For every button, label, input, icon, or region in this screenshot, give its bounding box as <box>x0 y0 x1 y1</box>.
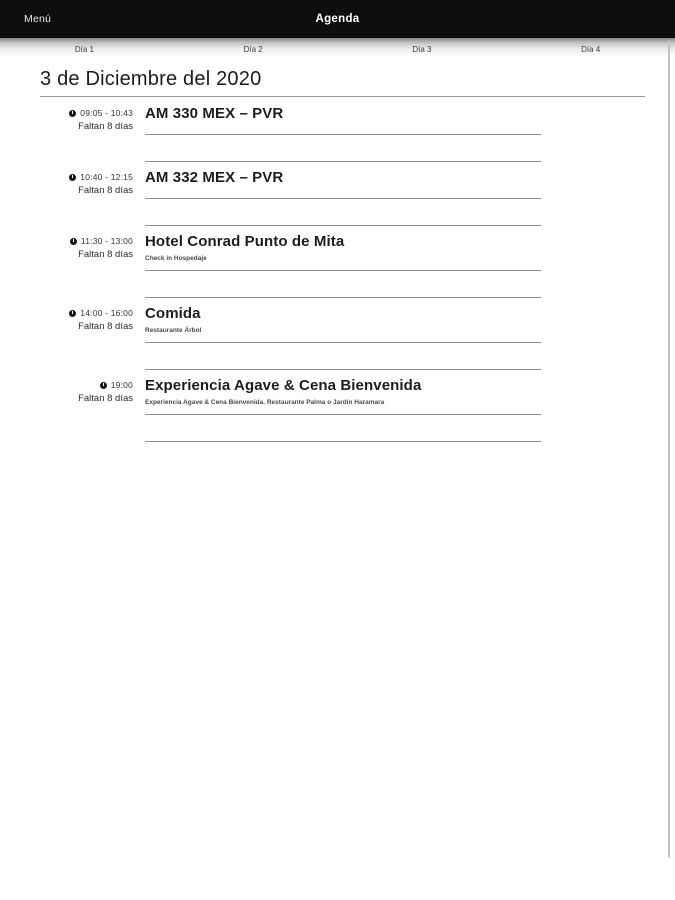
event-countdown: Faltan 8 días <box>78 393 133 404</box>
event-item[interactable] <box>40 104 675 162</box>
event-body <box>145 232 541 298</box>
divider <box>145 225 541 226</box>
event-body <box>145 168 541 226</box>
event-title: Experiencia Agave & Cena Bienvenida <box>145 377 422 394</box>
tab-dia-1[interactable]: Día 1 <box>74 45 94 54</box>
event-subtitle <box>145 188 541 198</box>
agenda-content <box>0 67 675 442</box>
event-countdown: Faltan 8 días <box>78 249 133 260</box>
clock-icon <box>69 174 76 181</box>
event-body <box>145 104 541 162</box>
event-body <box>145 376 541 442</box>
divider <box>145 369 541 370</box>
note-space <box>145 343 541 369</box>
note-space <box>145 415 541 441</box>
menu-button[interactable]: Menú <box>24 0 51 38</box>
divider <box>145 161 541 162</box>
event-title: AM 332 MEX – PVR <box>145 169 284 186</box>
event-meta <box>40 376 133 404</box>
tab-dia-3[interactable]: Día 3 <box>412 45 432 54</box>
event-list <box>40 104 675 442</box>
divider <box>145 441 541 442</box>
event-subtitle: Check in Hospedaje <box>145 255 207 262</box>
note-space <box>145 135 541 161</box>
date-divider <box>40 96 645 97</box>
tab-dia-2[interactable]: Día 2 <box>243 45 263 54</box>
event-time: 09:05 - 10:43 <box>80 108 133 118</box>
event-meta <box>40 104 133 132</box>
app-header <box>0 0 675 38</box>
event-meta <box>40 232 133 260</box>
event-time: 19:00 <box>110 380 133 390</box>
event-item[interactable] <box>40 232 675 298</box>
event-title: AM 330 MEX – PVR <box>145 105 284 122</box>
event-title: Comida <box>145 305 201 322</box>
divider <box>145 297 541 298</box>
event-countdown: Faltan 8 días <box>78 321 133 332</box>
event-title: Hotel Conrad Punto de Mita <box>145 233 345 250</box>
event-time: 11:30 - 13:00 <box>80 236 133 246</box>
event-subtitle: Experiencia Agave & Cena Bienvenida. Restaurante Palma o Jardín Haramara <box>145 399 385 406</box>
event-subtitle: Restaurante Árbol <box>145 327 202 334</box>
event-item[interactable] <box>40 168 675 226</box>
clock-icon <box>69 110 76 117</box>
app-title: Agenda <box>315 13 360 25</box>
note-space <box>145 199 541 225</box>
event-time: 10:40 - 12:15 <box>80 172 133 182</box>
event-item[interactable] <box>40 376 675 442</box>
date-title: 3 de Diciembre del 2020 <box>40 68 262 90</box>
event-body <box>145 304 541 370</box>
day-tabs <box>0 38 675 56</box>
event-time: 14:00 - 16:00 <box>80 308 133 318</box>
event-meta <box>40 168 133 196</box>
clock-icon <box>70 238 77 245</box>
scrollbar[interactable] <box>668 40 670 858</box>
tab-dia-4[interactable]: Día 4 <box>581 45 601 54</box>
event-countdown: Faltan 8 días <box>78 185 133 196</box>
event-subtitle <box>145 124 541 134</box>
event-item[interactable] <box>40 304 675 370</box>
event-meta <box>40 304 133 332</box>
note-space <box>145 271 541 297</box>
event-countdown: Faltan 8 días <box>78 121 133 132</box>
clock-icon <box>100 382 107 389</box>
clock-icon <box>69 310 76 317</box>
